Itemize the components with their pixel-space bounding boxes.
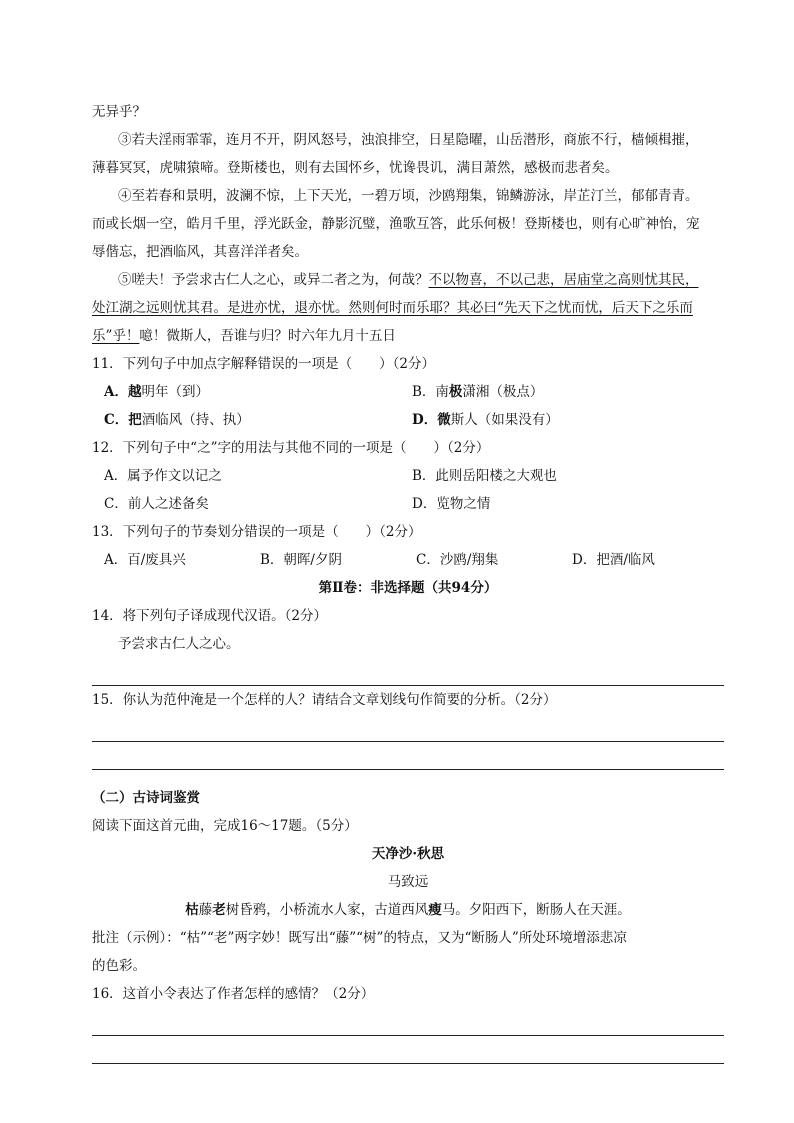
option-c: C．前人之述备矣 (104, 496, 209, 512)
poem-annotation-line-1: 批注（示例）：“枯”“老”两字妙！既写出“藤”“树”的特点，又为“断肠人”所处环境增添悲凉 (92, 930, 627, 946)
option-text: 潇湘（极点） (462, 384, 544, 400)
exam-page (92, 98, 724, 1064)
passage-paragraph-3-line-2: 薄暮冥冥，虎啸猿啼。登斯楼也，则有去国怀乡，忧谗畏讥，满目萧然，感极而悲者矣。 (92, 160, 619, 176)
option-b: B．朝晖/夕阴 (260, 552, 342, 568)
option-d: D．览物之情 (412, 496, 491, 512)
option-d: D．把酒/临风 (572, 552, 655, 568)
question-11-options-row-2 (92, 406, 724, 434)
emphasized-word: 老 (212, 902, 226, 918)
option-label: B．南 (412, 384, 449, 400)
option-a: A．属予作文以记之 (104, 468, 222, 484)
option-key: C．把 (104, 412, 142, 428)
passage-paragraph-4-line-1: ④至若春和景明，波澜不惊，上下天光，一碧万顷，沙鸥翔集，锦鳞游泳，岸芷汀兰，郁郁青青。 (118, 188, 699, 204)
passage-paragraph-5-line-3 (92, 322, 724, 350)
answer-line[interactable] (92, 658, 724, 686)
option-b: B．此则岳阳楼之大观也 (412, 468, 557, 484)
poem-fragment: 藤 (198, 902, 213, 918)
answer-line[interactable] (92, 1036, 724, 1064)
option-d (412, 406, 559, 434)
option-text: 酒临风（持、执） (141, 412, 250, 428)
option-text: 明年（到） (141, 384, 209, 400)
option-a: A．百/废具兴 (104, 552, 186, 568)
option-a (104, 378, 412, 406)
poem-author: 马致远 (387, 874, 429, 890)
answer-line[interactable] (92, 714, 724, 742)
question-11-stem: 11．下列句子中加点字解释错误的一项是（ ）（2分） (92, 356, 436, 372)
option-key: 极 (448, 384, 463, 400)
question-16-stem: 16．这首小令表达了作者怎样的感情？（2分） (92, 986, 375, 1002)
question-13-stem: 13．下列句子的节奏划分错误的一项是（ ）（2分） (92, 524, 422, 540)
answer-line[interactable] (92, 742, 724, 770)
passage-text: ⑤嗟夫！予尝求古仁人之心，或异二者之为，何哉？ (118, 272, 429, 288)
underlined-sentence: 处江湖之远则忧其君。是进亦忧，退亦忧。然则何时而乐耶？其必曰“先天下之忧而忧，后天下之乐而 (92, 300, 693, 316)
spacer (92, 770, 724, 784)
poem-title: 天净沙·秋思 (371, 846, 445, 862)
question-11-options-row-1 (92, 378, 724, 406)
question-12-options-row-2 (92, 490, 724, 518)
question-13-options (92, 546, 724, 574)
poem-section-heading: （二）古诗词鉴赏 (92, 790, 200, 806)
option-key: A．越 (104, 384, 142, 400)
poem-fragment: 树昏鸦，小桥流水人家，古道西风 (225, 902, 429, 918)
passage-line: 无异乎？ (92, 104, 146, 120)
underlined-sentence: 乐”乎！ (92, 328, 140, 344)
emphasized-word: 瘦 (428, 902, 442, 918)
question-14-stem: 14．将下列句子译成现代汉语。（2分） (92, 608, 328, 624)
section-2-title: 第Ⅱ卷：非选择题（共94分） (318, 580, 498, 596)
option-c (104, 406, 412, 434)
underlined-sentence: 不以物喜，不以己悲，居庙堂之高则忧其民， (428, 272, 699, 288)
option-c: C．沙鸥/翔集 (416, 552, 499, 568)
passage-paragraph-4-line-2: 而或长烟一空，皓月千里，浮光跃金，静影沉璧，渔歌互答，此乐何极！登斯楼也，则有心旷神怡，宠 (92, 216, 700, 232)
passage-paragraph-4-line-3: 辱偕忘，把酒临风，其喜洋洋者矣。 (92, 244, 308, 260)
poem-fragment: 马。夕阳西下，断肠人在天涯。 (441, 902, 631, 918)
answer-line[interactable] (92, 1008, 724, 1036)
option-key: D．微 (412, 412, 451, 428)
option-text: 斯人（如果没有） (450, 412, 559, 428)
poem-text (92, 896, 724, 924)
option-b (412, 378, 543, 406)
passage-text: 噫！微斯人，吾谁与归？时六年九月十五日 (139, 328, 396, 344)
question-15-stem: 15．你认为范仲淹是一个怎样的人？请结合文章划线句作简要的分析。（2分） (92, 692, 557, 708)
question-14-sentence: 予尝求古仁人之心。 (118, 636, 240, 652)
passage-paragraph-5-line-1 (92, 266, 724, 294)
question-12-options-row-1 (92, 462, 724, 490)
question-12-stem: 12．下列句子中“之”字的用法与其他不同的一项是（ ）（2分） (92, 440, 490, 456)
poem-annotation-line-2: 的色彩。 (92, 958, 146, 974)
passage-paragraph-3-line-1: ③若夫淫雨霏霏，连月不开，阴风怒号，浊浪排空，日星隐曜，山岳潜形，商旅不行，樯倾楫摧， (118, 132, 699, 148)
emphasized-word: 枯 (185, 902, 199, 918)
poem-instruction: 阅读下面这首元曲，完成16～17题。（5分） (92, 818, 358, 834)
